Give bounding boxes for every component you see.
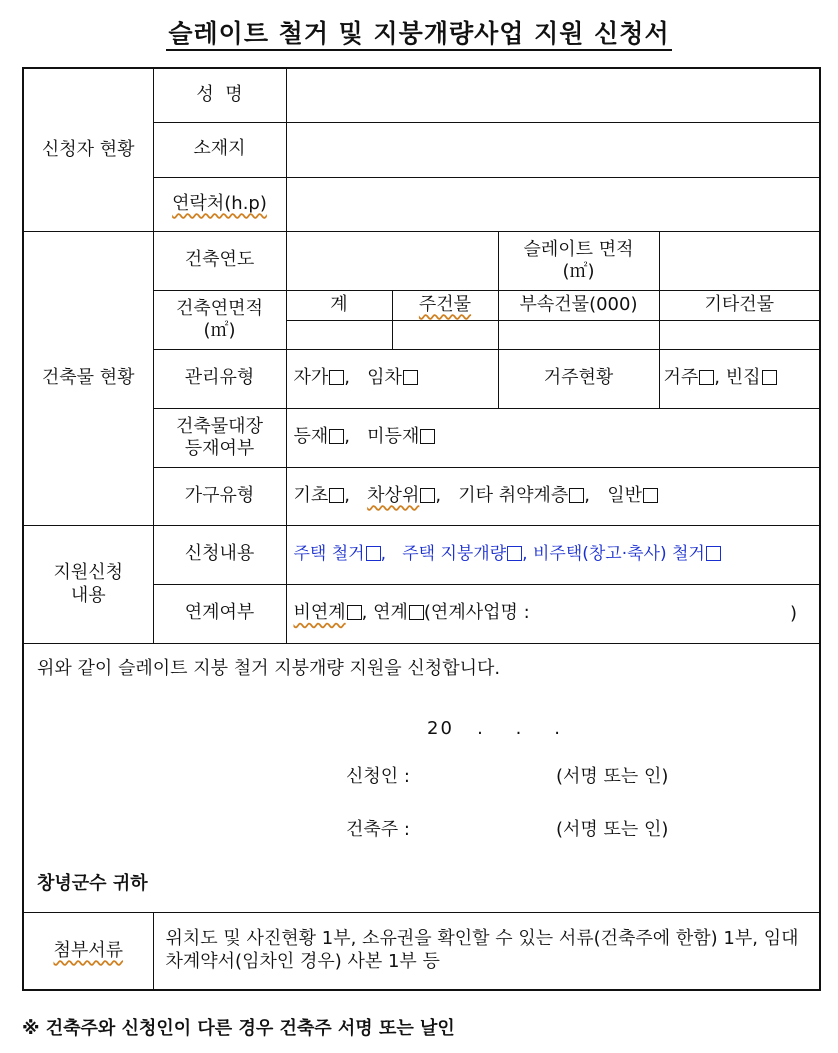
mgmt-rent-checkbox[interactable] — [403, 370, 418, 385]
residence-label: 거주현황 — [498, 349, 659, 408]
registry-no-checkbox[interactable] — [420, 429, 435, 444]
residence-live-checkbox[interactable] — [699, 370, 714, 385]
req-roof-checkbox[interactable] — [507, 546, 522, 561]
link-label: 연계여부 — [153, 584, 286, 643]
registry-options: 등재 , 미등재 — [286, 408, 820, 467]
col-main-header: 주건물 — [392, 290, 498, 320]
recipient: 창녕군수 귀하 — [37, 872, 148, 894]
address-field[interactable] — [286, 122, 820, 177]
floor-area-label: 건축연면적 (㎡) — [153, 290, 286, 349]
hh-basic-checkbox[interactable] — [329, 488, 344, 503]
col-other-header: 기타건물 — [659, 290, 820, 320]
address-label: 소재지 — [153, 122, 286, 177]
contact-label: 연락처(h.p) — [153, 177, 286, 231]
residence-vacant-checkbox[interactable] — [762, 370, 777, 385]
mgmt-options: 자가 , 임차 — [286, 349, 498, 408]
applicant-sign-label: 신청인 : — [346, 765, 410, 787]
mgmt-own-checkbox[interactable] — [329, 370, 344, 385]
year-label: 건축연도 — [153, 231, 286, 290]
slate-area-label: 슬레이트 면적 (㎡) — [498, 231, 659, 290]
col-total-header: 계 — [286, 290, 392, 320]
year-field[interactable] — [286, 231, 498, 290]
owner-sign-hint[interactable]: (서명 또는 인) — [556, 818, 669, 840]
mgmt-label: 관리유형 — [153, 349, 286, 408]
req-nonres-checkbox[interactable] — [706, 546, 721, 561]
date-line[interactable]: 20 . . . — [427, 717, 563, 739]
attachments-label: 첨부서류 — [23, 912, 153, 990]
building-section-label: 건축물 현황 — [23, 231, 153, 525]
applicant-section-label: 신청자 현황 — [23, 68, 153, 231]
statement-block — [23, 643, 820, 912]
link-no-checkbox[interactable] — [347, 605, 362, 620]
total-area-field[interactable] — [286, 320, 392, 349]
contact-field[interactable] — [286, 177, 820, 231]
form-title: 슬레이트 철거 및 지붕개량사업 지원 신청서 — [0, 14, 838, 50]
hh-vuln-checkbox[interactable] — [569, 488, 584, 503]
applicant-sign-hint[interactable]: (서명 또는 인) — [556, 765, 669, 787]
other-area-field[interactable] — [659, 320, 820, 349]
household-options: 기초 , 차상위 , 기타 취약계층 , 일반 — [286, 467, 820, 525]
col-annex-header: 부속건물(000) — [498, 290, 659, 320]
registry-label: 건축물대장 등재여부 — [153, 408, 286, 467]
household-label: 가구유형 — [153, 467, 286, 525]
statement-text: 위와 같이 슬레이트 지붕 철거 지붕개량 지원을 신청합니다. — [37, 657, 501, 679]
link-yes-checkbox[interactable] — [409, 605, 424, 620]
main-area-field[interactable] — [392, 320, 498, 349]
req-demolish-checkbox[interactable] — [366, 546, 381, 561]
request-label: 신청내용 — [153, 525, 286, 584]
owner-sign-label: 건축주 : — [346, 818, 410, 840]
slate-area-field[interactable] — [659, 231, 820, 290]
residence-options: 거주 , 빈집 — [659, 349, 820, 408]
application-form-table — [22, 67, 821, 991]
link-close-paren: ) — [789, 602, 797, 624]
hh-general-checkbox[interactable] — [643, 488, 658, 503]
request-options: 주택 철거 , 주택 지붕개량 , 비주택(창고·축사) 철거 — [286, 525, 820, 584]
registry-yes-checkbox[interactable] — [329, 429, 344, 444]
footer-note: ※ 건축주와 신청인이 다른 경우 건축주 서명 또는 날인 — [22, 1018, 455, 1039]
support-section-label: 지원신청 내용 — [23, 525, 153, 643]
name-label: 성 명 — [153, 68, 286, 122]
annex-area-field[interactable] — [498, 320, 659, 349]
attachments-text: 위치도 및 사진현황 1부, 소유권을 확인할 수 있는 서류(건축주에 한함) 1부, 임대차계약서(임차인 경우) 사본 1부 등 — [153, 912, 820, 990]
hh-nearpoor-checkbox[interactable] — [420, 488, 435, 503]
name-field[interactable] — [286, 68, 820, 122]
link-options: 비연계 , 연계 (연계사업명 : ) — [286, 584, 820, 643]
